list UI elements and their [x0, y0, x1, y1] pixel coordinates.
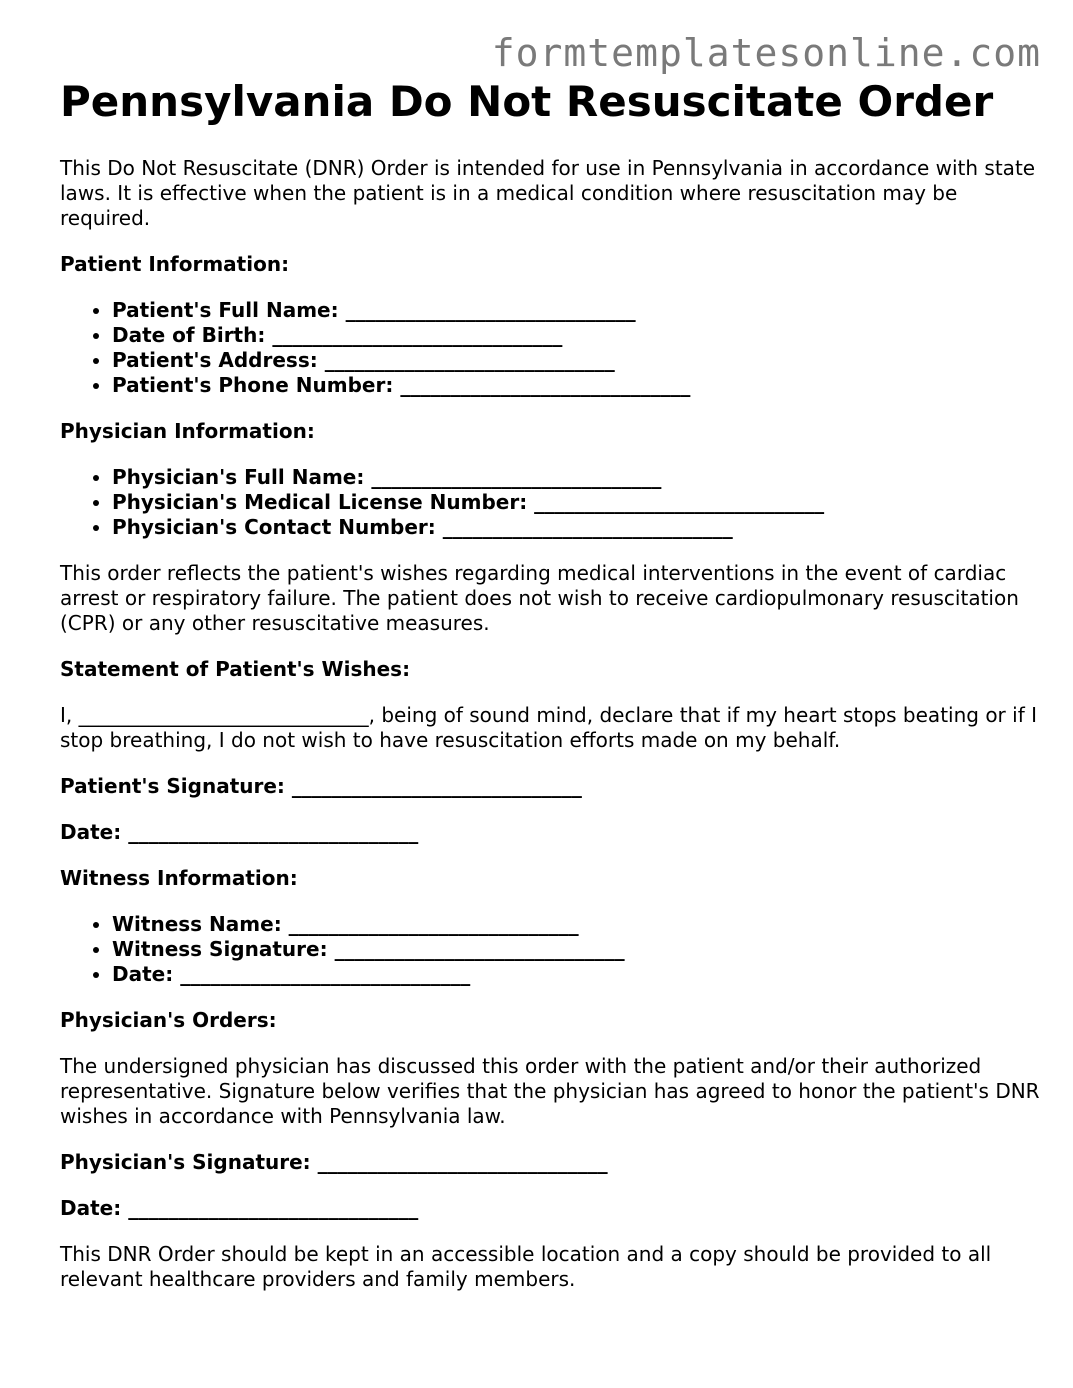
physician-signature-field[interactable]: Physician's Signature: _____________________________ — [60, 1150, 608, 1174]
patient-full-name-field[interactable]: • Patient's Full Name: _____________________________ — [112, 298, 1040, 323]
patient-info-heading: Patient Information: — [60, 252, 290, 276]
statement-heading: Statement of Patient's Wishes: — [60, 657, 411, 681]
witness-date-field[interactable]: • Date: _____________________________ — [112, 962, 1040, 987]
witness-name-field[interactable]: • Witness Name: _____________________________ — [112, 912, 1040, 937]
witness-signature-field[interactable]: • Witness Signature: _____________________________ — [112, 937, 1040, 962]
patient-address-field[interactable]: • Patient's Address: _____________________________ — [112, 348, 1040, 373]
physician-orders-heading: Physician's Orders: — [60, 1008, 277, 1032]
patient-phone-field[interactable]: • Patient's Phone Number: _____________________________ — [112, 373, 1040, 398]
date-of-birth-field[interactable]: • Date of Birth: _____________________________ — [112, 323, 1040, 348]
witness-info-heading: Witness Information: — [60, 866, 298, 890]
physician-contact-field[interactable]: • Physician's Contact Number: _____________________________ — [112, 515, 1040, 540]
wishes-paragraph: This order reflects the patient's wishes regarding medical interventions in the event of cardiac arrest or respiratory failure. The patient does not wish to receive cardiopulmonary resuscitation (CPR) or any other resuscitative measures. — [60, 561, 1019, 635]
intro-paragraph: This Do Not Resuscitate (DNR) Order is intended for use in Pennsylvania in accordance with state laws. It is effective when the patient is in a medical condition where resuscitation may be required. — [60, 156, 1036, 230]
document-page — [60, 76, 1040, 1292]
patient-date-field[interactable]: Date: _____________________________ — [60, 820, 419, 844]
watermark-text: formtemplatesonline.com — [491, 31, 1041, 75]
physician-date-field[interactable]: Date: _____________________________ — [60, 1196, 419, 1220]
closing-paragraph: This DNR Order should be kept in an accessible location and a copy should be provided to all relevant healthcare providers and family members. — [60, 1242, 992, 1291]
patient-info-list — [60, 298, 1040, 398]
declarant-name-field[interactable]: _____________________________ — [78, 703, 369, 727]
physician-info-list — [60, 465, 1040, 540]
witness-info-list — [60, 912, 1040, 987]
physician-orders-paragraph: The undersigned physician has discussed this order with the patient and/or their authorized representative. Signature below verifies that the physician has agreed to honor the patient's DNR wishes in accordance with Pennsylvania law. — [60, 1054, 1040, 1128]
physician-license-field[interactable]: • Physician's Medical License Number: _____________________________ — [112, 490, 1040, 515]
patient-signature-field[interactable]: Patient's Signature: _____________________________ — [60, 774, 582, 798]
statement-paragraph: I, _____________________________, being of sound mind, declare that if my heart stops beating or if I stop breathing, I do not wish to have resuscitation efforts made on my behalf. — [60, 703, 1037, 752]
physician-info-heading: Physician Information: — [60, 419, 315, 443]
physician-full-name-field[interactable]: • Physician's Full Name: _____________________________ — [112, 465, 1040, 490]
page-title: Pennsylvania Do Not Resuscitate Order — [60, 77, 994, 126]
